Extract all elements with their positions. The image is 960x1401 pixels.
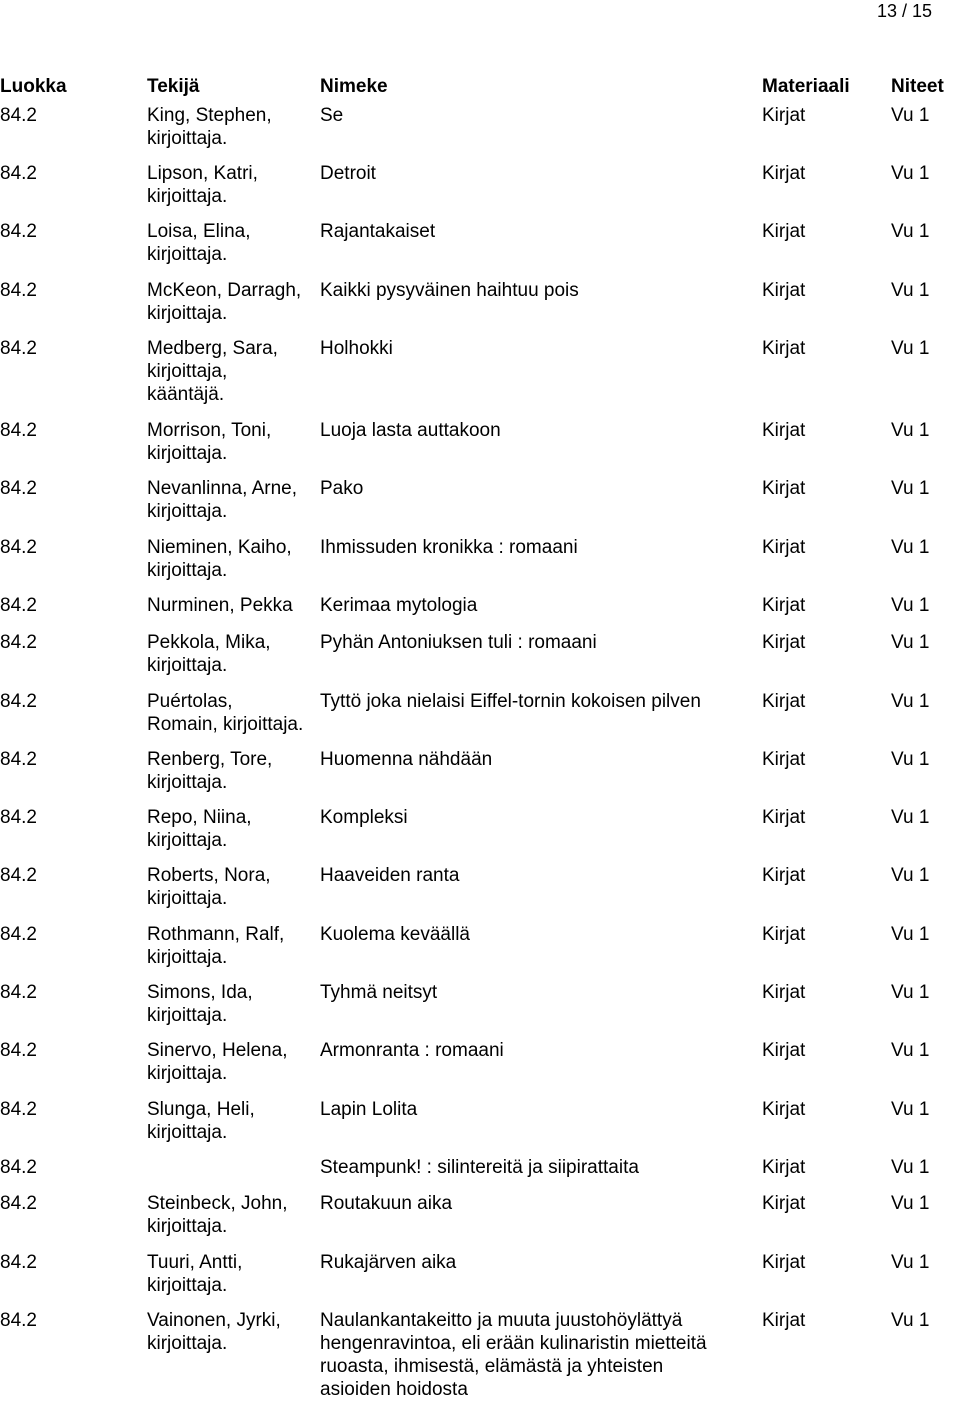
class-cell: 84.2 (0, 163, 37, 184)
table-row (0, 279, 960, 325)
material-cell: Kirjat (762, 749, 806, 770)
class-cell: 84.2 (0, 1157, 37, 1178)
title-cell (320, 594, 750, 617)
count-cell: Vu 1 (891, 537, 930, 558)
material-cell: Kirjat (762, 595, 806, 616)
author-line: kääntäjä. (147, 384, 225, 405)
author-line: kirjoittaja. (147, 128, 228, 149)
class-cell: 84.2 (0, 1193, 37, 1214)
title-line: Routakuun aika (320, 1193, 453, 1214)
material-cell: Kirjat (762, 163, 806, 184)
author-cell (147, 1309, 327, 1355)
author-cell (147, 1039, 327, 1085)
author-line: Sinervo, Helena, (147, 1040, 288, 1061)
title-cell (320, 1309, 750, 1401)
class-cell: 84.2 (0, 865, 37, 886)
count-cell: Vu 1 (891, 807, 930, 828)
author-cell (147, 162, 327, 208)
title-cell (320, 923, 750, 946)
count-cell: Vu 1 (891, 749, 930, 770)
author-line: Medberg, Sara, (147, 338, 278, 359)
author-line: Tuuri, Antti, (147, 1252, 243, 1273)
title-cell (320, 1251, 750, 1274)
author-line: Renberg, Tore, (147, 749, 273, 770)
title-line: Pako (320, 478, 364, 499)
table-row (0, 1251, 960, 1297)
count-cell: Vu 1 (891, 1099, 930, 1120)
material-cell: Kirjat (762, 865, 806, 886)
author-cell (147, 279, 327, 325)
author-line: kirjoittaja. (147, 830, 228, 851)
class-cell: 84.2 (0, 537, 37, 558)
title-line: Huomenna nähdään (320, 749, 493, 770)
title-line: Luoja lasta auttakoon (320, 420, 501, 441)
author-line: McKeon, Darragh, (147, 280, 302, 301)
author-line: Nurminen, Pekka (147, 595, 293, 616)
class-cell: 84.2 (0, 280, 37, 301)
class-cell: 84.2 (0, 924, 37, 945)
header-author: Tekijä (147, 76, 200, 97)
count-cell: Vu 1 (891, 1040, 930, 1061)
author-cell (147, 1251, 327, 1297)
material-cell: Kirjat (762, 1193, 806, 1214)
author-cell (147, 631, 327, 677)
title-line: Pyhän Antoniuksen tuli : romaani (320, 632, 597, 653)
title-line: Lapin Lolita (320, 1099, 418, 1120)
author-line: Rothmann, Ralf, (147, 924, 285, 945)
author-line: kirjoittaja. (147, 443, 228, 464)
material-cell: Kirjat (762, 338, 806, 359)
count-cell: Vu 1 (891, 1157, 930, 1178)
table-row (0, 923, 960, 969)
header-class: Luokka (0, 76, 67, 97)
table-row (0, 104, 960, 150)
author-line: kirjoittaja. (147, 1122, 228, 1143)
material-cell: Kirjat (762, 1157, 806, 1178)
table-row (0, 220, 960, 266)
title-line: ruoasta, ihmisestä, elämästä ja yhteisten (320, 1356, 664, 1377)
author-cell (147, 1098, 327, 1144)
title-cell (320, 279, 750, 302)
catalog-table (0, 75, 960, 1400)
title-cell (320, 337, 750, 360)
material-cell: Kirjat (762, 1252, 806, 1273)
material-cell: Kirjat (762, 221, 806, 242)
title-cell (320, 220, 750, 243)
class-cell: 84.2 (0, 632, 37, 653)
author-line: Simons, Ida, (147, 982, 253, 1003)
table-row (0, 631, 960, 677)
class-cell: 84.2 (0, 1310, 37, 1331)
author-cell (147, 690, 327, 736)
material-cell: Kirjat (762, 537, 806, 558)
title-line: Holhokki (320, 338, 393, 359)
table-row (0, 1192, 960, 1238)
author-cell (147, 477, 327, 523)
title-cell (320, 1192, 750, 1215)
author-line: Lipson, Katri, (147, 163, 258, 184)
author-cell (147, 337, 327, 406)
class-cell: 84.2 (0, 807, 37, 828)
title-line: Kompleksi (320, 807, 408, 828)
title-line: Rajantakaiset (320, 221, 436, 242)
author-line: kirjoittaja. (147, 1005, 228, 1026)
table-row (0, 748, 960, 794)
table-row (0, 690, 960, 736)
author-line: Nieminen, Kaiho, (147, 537, 292, 558)
author-line: Slunga, Heli, (147, 1099, 255, 1120)
table-row (0, 477, 960, 523)
title-cell (320, 104, 750, 127)
class-cell: 84.2 (0, 749, 37, 770)
class-cell: 84.2 (0, 595, 37, 616)
count-cell: Vu 1 (891, 1310, 930, 1331)
class-cell: 84.2 (0, 338, 37, 359)
header-count: Niteet (891, 76, 944, 97)
material-cell: Kirjat (762, 924, 806, 945)
author-line: kirjoittaja, (147, 361, 228, 382)
material-cell: Kirjat (762, 1040, 806, 1061)
count-cell: Vu 1 (891, 105, 930, 126)
table-row (0, 1039, 960, 1085)
header-material: Materiaali (762, 76, 850, 97)
author-line: kirjoittaja. (147, 1216, 228, 1237)
page-number: 13 / 15 (876, 1, 932, 21)
author-cell (147, 220, 327, 266)
table-row (0, 864, 960, 910)
table-row (0, 419, 960, 465)
author-cell (147, 419, 327, 465)
count-cell: Vu 1 (891, 338, 930, 359)
title-line: Tyhmä neitsyt (320, 982, 438, 1003)
table-row (0, 981, 960, 1027)
title-line: Naulankantakeitto ja muuta juustohöylättyä (320, 1310, 683, 1331)
author-line: kirjoittaja. (147, 947, 228, 968)
class-cell: 84.2 (0, 1252, 37, 1273)
author-line: kirjoittaja. (147, 560, 228, 581)
table-row (0, 1309, 960, 1401)
count-cell: Vu 1 (891, 924, 930, 945)
count-cell: Vu 1 (891, 1193, 930, 1214)
title-line: Rukajärven aika (320, 1252, 457, 1273)
author-cell (147, 806, 327, 852)
title-cell (320, 748, 750, 771)
material-cell: Kirjat (762, 420, 806, 441)
table-row (0, 806, 960, 852)
count-cell: Vu 1 (891, 1252, 930, 1273)
class-cell: 84.2 (0, 1040, 37, 1061)
title-line: Kuolema keväällä (320, 924, 470, 945)
count-cell: Vu 1 (891, 691, 930, 712)
material-cell: Kirjat (762, 1099, 806, 1120)
author-line: kirjoittaja. (147, 501, 228, 522)
author-cell (147, 536, 327, 582)
title-line: asioiden hoidosta (320, 1379, 468, 1400)
material-cell: Kirjat (762, 807, 806, 828)
title-line: Kerimaa mytologia (320, 595, 478, 616)
material-cell: Kirjat (762, 691, 806, 712)
title-cell (320, 536, 750, 559)
title-line: Tyttö joka nielaisi Eiffel-tornin kokoisen pilven (320, 691, 701, 712)
header-title: Nimeke (320, 76, 388, 97)
class-cell: 84.2 (0, 982, 37, 1003)
author-cell (147, 981, 327, 1027)
table-row (0, 1156, 960, 1179)
author-line: Loisa, Elina, (147, 221, 251, 242)
author-line: kirjoittaja. (147, 1063, 228, 1084)
author-line: kirjoittaja. (147, 303, 228, 324)
title-cell (320, 864, 750, 887)
author-line: kirjoittaja. (147, 655, 228, 676)
class-cell: 84.2 (0, 691, 37, 712)
table-row (0, 536, 960, 582)
count-cell: Vu 1 (891, 420, 930, 441)
table-header (0, 75, 960, 99)
author-line: Steinbeck, John, (147, 1193, 288, 1214)
title-line: Kaikki pysyväinen haihtuu pois (320, 280, 579, 301)
count-cell: Vu 1 (891, 280, 930, 301)
title-cell (320, 419, 750, 442)
author-line: King, Stephen, (147, 105, 272, 126)
title-cell (320, 1156, 750, 1179)
title-cell (320, 477, 750, 500)
author-cell (147, 923, 327, 969)
material-cell: Kirjat (762, 1310, 806, 1331)
material-cell: Kirjat (762, 478, 806, 499)
table-row (0, 594, 960, 617)
author-line: Morrison, Toni, (147, 420, 272, 441)
title-line: Steampunk! : silintereitä ja siipirattaita (320, 1157, 639, 1178)
title-line: Detroit (320, 163, 376, 184)
table-row (0, 337, 960, 406)
class-cell: 84.2 (0, 478, 37, 499)
title-line: Ihmissuden kronikka : romaani (320, 537, 578, 558)
title-cell (320, 162, 750, 185)
author-line: Nevanlinna, Arne, (147, 478, 297, 499)
author-cell (147, 104, 327, 150)
material-cell: Kirjat (762, 280, 806, 301)
class-cell: 84.2 (0, 1099, 37, 1120)
count-cell: Vu 1 (891, 478, 930, 499)
count-cell: Vu 1 (891, 982, 930, 1003)
title-cell (320, 690, 750, 713)
count-cell: Vu 1 (891, 865, 930, 886)
material-cell: Kirjat (762, 105, 806, 126)
material-cell: Kirjat (762, 632, 806, 653)
title-line: Se (320, 105, 344, 126)
author-cell (147, 864, 327, 910)
title-cell (320, 1039, 750, 1062)
class-cell: 84.2 (0, 105, 37, 126)
class-cell: 84.2 (0, 420, 37, 441)
table-row (0, 162, 960, 208)
author-line: kirjoittaja. (147, 244, 228, 265)
count-cell: Vu 1 (891, 163, 930, 184)
count-cell: Vu 1 (891, 595, 930, 616)
author-line: kirjoittaja. (147, 186, 228, 207)
title-cell (320, 631, 750, 654)
author-line: kirjoittaja. (147, 1275, 228, 1296)
author-line: Pekkola, Mika, (147, 632, 271, 653)
author-line: Romain, kirjoittaja. (147, 714, 304, 735)
author-cell (147, 1192, 327, 1238)
author-line: Repo, Niina, (147, 807, 252, 828)
count-cell: Vu 1 (891, 221, 930, 242)
author-line: kirjoittaja. (147, 772, 228, 793)
author-line: kirjoittaja. (147, 888, 228, 909)
title-cell (320, 1098, 750, 1121)
title-line: Haaveiden ranta (320, 865, 460, 886)
table-row (0, 1098, 960, 1144)
title-cell (320, 806, 750, 829)
author-line: Puértolas, (147, 691, 233, 712)
title-cell (320, 981, 750, 1004)
title-line: hengenravintoa, eli erään kulinaristin mietteitä (320, 1333, 707, 1354)
author-line: kirjoittaja. (147, 1333, 228, 1354)
author-line: Vainonen, Jyrki, (147, 1310, 281, 1331)
author-line: Roberts, Nora, (147, 865, 271, 886)
count-cell: Vu 1 (891, 632, 930, 653)
material-cell: Kirjat (762, 982, 806, 1003)
author-cell (147, 594, 327, 617)
class-cell: 84.2 (0, 221, 37, 242)
title-line: Armonranta : romaani (320, 1040, 504, 1061)
author-cell (147, 748, 327, 794)
